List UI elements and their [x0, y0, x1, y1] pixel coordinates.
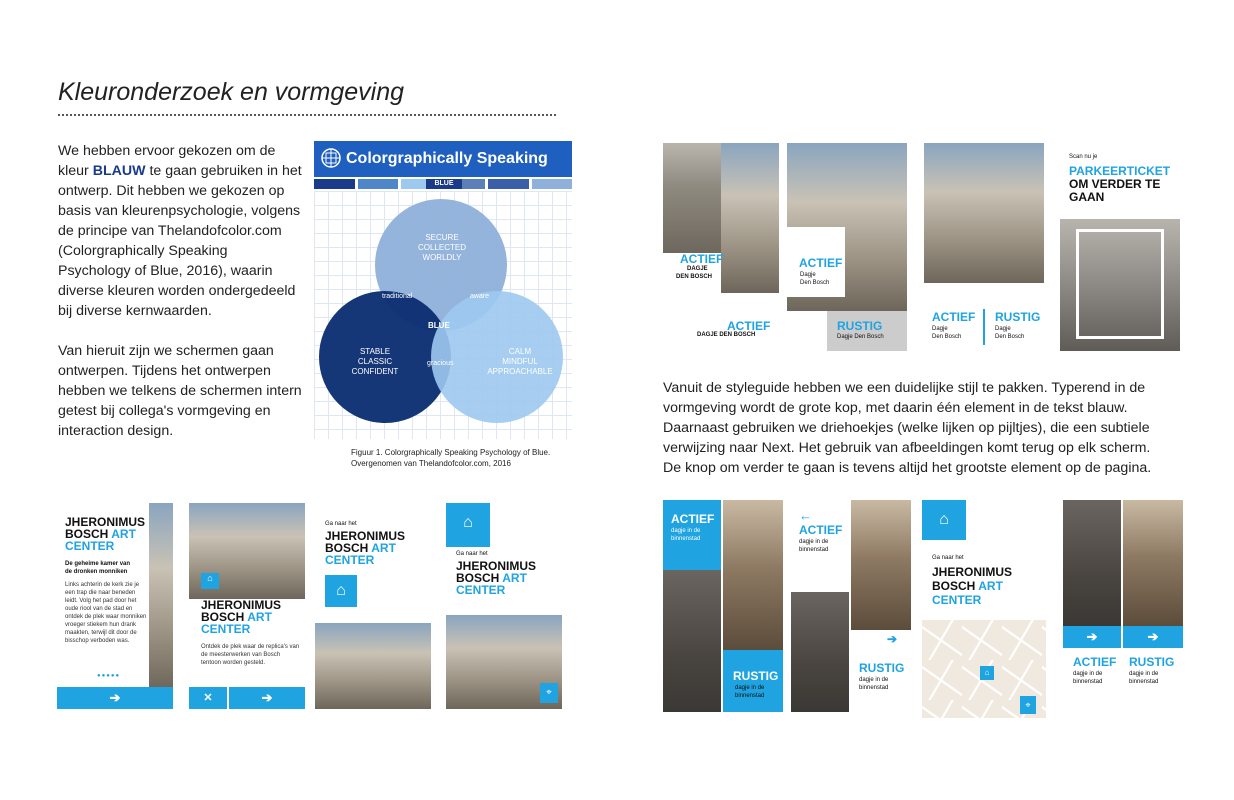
intro-text [58, 141, 303, 461]
museum-icon[interactable]: ⌂ [446, 503, 490, 547]
screen-heading: ACTIEF [1073, 655, 1117, 669]
title-divider [58, 114, 556, 116]
screen-actief-rustig-arrows: ➔ ➔ ACTIEF dagje in de binnenstad RUSTIG dagje in de binnenstad [1063, 500, 1183, 712]
venn-diagram [314, 191, 572, 439]
venn-top-label: SECURE COLLECTED WORLDLY [417, 233, 466, 262]
screen-map-jbac: ⌂ Ga naar het JHERONIMUS BOSCH ART CENTER ⌂ ⌖ [922, 500, 1046, 718]
intro-paragraph-2: Van hieruit zijn we schermen gaan ontwerpen. Tijdens het ontwerpen hebben we telkens de schermen intern getest bij collega's vormgeving en interaction design. [58, 343, 302, 439]
colorgraphic-figure [314, 141, 572, 439]
grid-logo-icon [320, 147, 342, 169]
actief-next-button[interactable]: ➔ [1063, 626, 1121, 648]
screen-actief-rustig-split: ← ACTIEF dagje in de binnenstad ➔ RUSTIG dagje in de binnenstad [791, 500, 911, 712]
blue-highlight: BLAUW [92, 163, 146, 179]
screen-jbac-story: JHERONIMUS BOSCH ART CENTER De geheime kamer van de dronken monniken Links achterin de kerk zie je een trap die naar beneden leidt. Volg het pad door het oude riool van de stad en ontdek de plek waar monniken vroeger stiekem hun drank maakten, terwijl dit door de bisschop verboden was. ●●●●● ➔ [57, 503, 173, 709]
venn-right-label: CALM MINDFUL APPROACHABLE [487, 347, 553, 376]
close-button[interactable]: ✕ [189, 687, 227, 709]
screen-actief-2: ACTIEF Dagje Den Bosch RUSTIG Dagje Den Bosch [787, 143, 907, 351]
screen-actief-rustig: ACTIEF Dagje Den Bosch RUSTIG Dagje Den Bosch [924, 143, 1044, 351]
screen-heading: ACTIEF [799, 256, 843, 270]
rustig-next-button[interactable]: ➔ [1123, 626, 1183, 648]
venn-overlap-blue: BLUE [428, 321, 450, 330]
screen-heading: ACTIEF [680, 252, 724, 266]
page-title: Kleuronderzoek en vormgeving [58, 78, 405, 106]
screen-parkeerticket: Scan nu je PARKEERTICKET OM VERDER TE GAAN [1060, 143, 1180, 351]
photo [721, 143, 779, 293]
location-pin-icon[interactable]: ⌖ [540, 683, 558, 703]
venn-overlap-gracious: gracious [427, 360, 454, 367]
location-pin-icon[interactable]: ⌖ [1020, 696, 1036, 714]
venn-overlap-traditional: traditional [382, 293, 413, 300]
figure-header-text: Colorgraphically Speaking [346, 150, 548, 167]
museum-icon: ⌂ [201, 573, 219, 589]
screen-heading: ACTIEF [932, 310, 976, 324]
screen-jbac-replica: ⌂ JHERONIMUS BOSCH ART CENTER Ontdek de plek waar de replica's van de meesterwerken van Bosch tentoon worden gesteld. ✕ ➔ [189, 503, 305, 709]
venn-left-label: STABLE CLASSIC CONFIDENT [351, 347, 399, 376]
intro-paragraph-1: We hebben ervoor gekozen om de kleur BLAUW te gaan gebruiken in het ontwerp. Dit hebben we gekozen op basis van kleurenpsychologie, volgens de principe van Thelandofcolor.com (Colorgraphically Speaking Psychology of Blue, 2016), waarin diverse kleuren worden ondergedeeld bij diverse kernwaarden. [58, 143, 302, 319]
next-button[interactable]: ➔ [229, 687, 305, 709]
screen-heading: PARKEERTICKET [1069, 164, 1171, 178]
back-arrow-icon[interactable]: ← [799, 508, 812, 523]
museum-icon[interactable]: ⌂ [325, 575, 357, 607]
body-paragraph: Vanuit de styleguide hebben we een duidelijke stijl te pakken. Typerend in de vormgeving wordt de grote kop, met daarin één element in de tekst blauw. Daarnaast gebruiken we driehoekjes (welke lijken op pijltjes), die een subtiele verwijzing naar Next. Het gebruik van afbeeldingen komt terug op elk scherm. De knop om verder te gaan is tevens altijd het grootste element op de pagina. [663, 380, 1152, 476]
screen-actief-1: ACTIEF DAGJE DEN BOSCH ACTIEF DAGJE DEN BOSCH [663, 143, 779, 351]
figure-header [314, 141, 572, 177]
screen-heading: ACTIEF [671, 512, 715, 526]
screen-goto-jbac: Ga naar het JHERONIMUS BOSCH ART CENTER ⌂ [315, 503, 431, 709]
blue-band-label: BLUE [426, 179, 462, 189]
figure-caption: Figuur 1. Colorgraphically Speaking Psychology of Blue. Overgenomen van Thelandofcolor.com, 2016 [351, 448, 551, 468]
museum-map-marker-icon[interactable]: ⌂ [980, 666, 994, 680]
next-button[interactable]: ➔ [57, 687, 173, 709]
forward-arrow-icon[interactable]: ➔ [887, 632, 898, 646]
screen-heading: ACTIEF [799, 523, 843, 537]
pagination-dots[interactable]: ●●●●● [97, 673, 121, 679]
photo [663, 143, 721, 253]
screen-actief-rustig-binnenstad: ACTIEF dagje in de binnenstad RUSTIG dagje in de binnenstad [663, 500, 783, 712]
museum-icon[interactable]: ⌂ [922, 500, 966, 540]
venn-overlap-aware: aware [470, 293, 490, 300]
scan-frame [1076, 229, 1164, 339]
screen-goto-jbac-2: ⌂ Ga naar het JHERONIMUS BOSCH ART CENTER ⌖ [446, 503, 562, 709]
